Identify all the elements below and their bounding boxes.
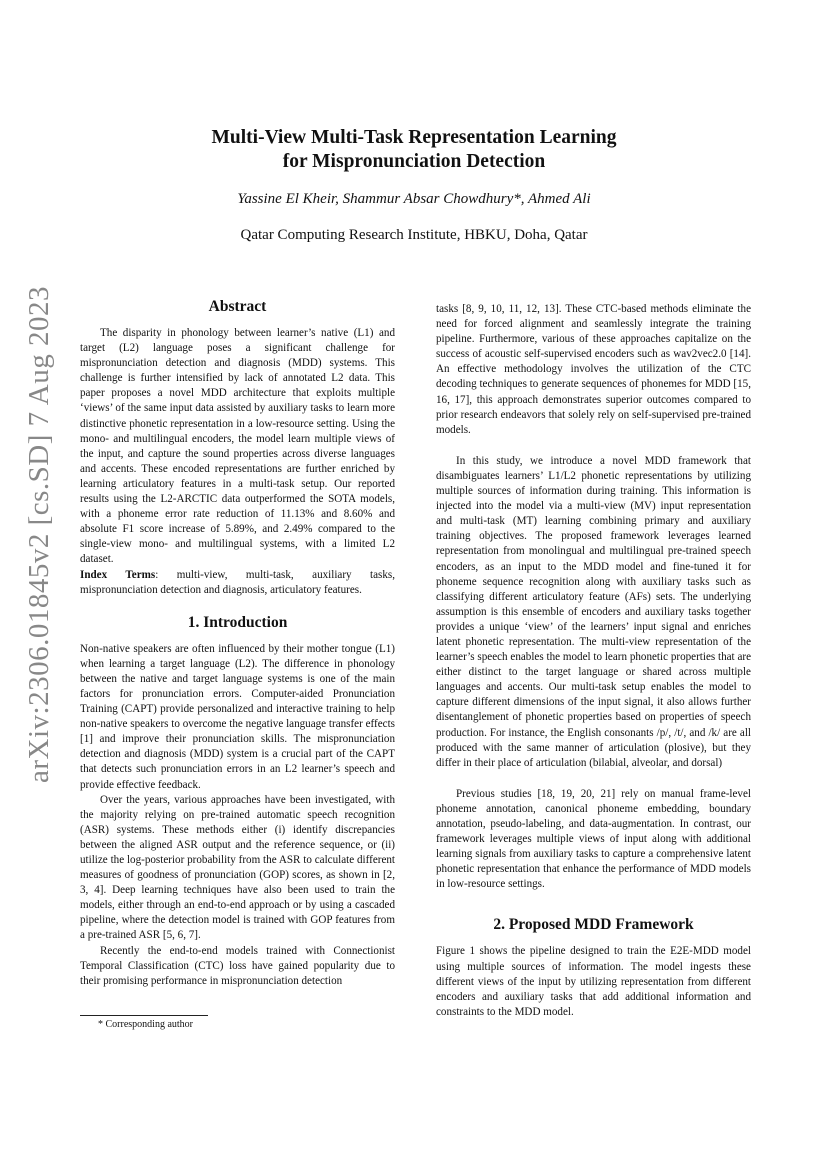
left-column	[80, 298, 395, 989]
right-column	[436, 302, 751, 1020]
framework-heading: 2. Proposed MDD Framework	[493, 916, 694, 934]
title-line-2: for Mispronunciation Detection	[282, 151, 546, 172]
index-terms	[80, 568, 395, 598]
intro-paragraph-4: In this study, we introduce a novel MDD framework that disambiguates learners’ L1/L2 phonetic representations by utilizing multiple sources of information during training. This information is injected into the model via a multi-view (MV) input representation and multi-task (MT) learning combining primary and auxiliary training objectives. The proposed framework leverages learned representation from monolingual and multilingual pre-trained speech encoders, as an input to the MDD model and fine-tuned it for phoneme sequence recognition along with auxiliary tasks such as classifying different articulatory feature (AFs) sets. The underlying assumption is this ensemble of encoders and auxiliary tasks together provides a unique ‘view’ of the learners’ input signal and enriches latent phonetic representation. The multi-view representation of the learner’s speech enables the model to learn phonetic properties that are either distinct to the target language or shared across multiple languages and accents. Our multi-task setup enables the model to capture different dimensions of the input signal, it also allows further disentanglement of phonetic properties based on properties of speech production. For instance, the English consonants /p/, /t/, and /k/ are all produced with the same manner of articulation (plosive), but they differ in their place of articulation (bilabial, alveolar, and dorsal)	[436, 454, 751, 769]
author-list: Yassine El Kheir, Shammur Absar Chowdhury*, Ahmed Ali	[237, 191, 591, 207]
index-terms-text: : multi-view, multi-task, auxiliary tasks, mispronunciation detection and diagnosis, articulatory features.	[80, 568, 395, 596]
footnote-corresponding-author: * Corresponding author	[98, 1019, 193, 1030]
affiliation: Qatar Computing Research Institute, HBKU, Doha, Qatar	[240, 227, 588, 243]
intro-paragraph-2: Over the years, various approaches have been investigated, with the majority relying on pre-trained automatic speech recognition (ASR) systems. These methods either (i) identify discrepancies between the aligned ASR output and the reference sequence, or (ii) utilize the log-posterior probability from the ASR to calculate different measures of goodness of pronunciation (GOP) scores, as shown in [2, 3, 4]. Deep learning techniques have also been used to train the models, either through an end-to-end approach or by using a cascaded pipeline, where the detection model is trained with GOP features from a pre-trained ASR [5, 6, 7].	[80, 793, 395, 942]
intro-paragraph-3-continued: tasks [8, 9, 10, 11, 12, 13]. These CTC-based methods eliminate the need for forced alignment and seamlessly integrate the training pipeline. Furthermore, various of these approaches capitalize on the success of acoustic self-supervised encoders such as wav2vec2.0 [14]. An effective methodology involves the utilization of the CTC decoding techniques to generate sequences of phonemes for MDD [15, 16, 17], this approach demonstrates superior outcomes compared to prior research endeavors that solely rely on self-supervised pre-trained models.	[436, 303, 751, 436]
footnote-divider	[80, 1015, 208, 1016]
arxiv-identifier-text: arXiv:2306.01845v2 [cs.SD] 7 Aug 2023	[22, 285, 55, 783]
title-line-1: Multi-View Multi-Task Representation Learning	[211, 127, 617, 148]
intro-paragraph-5: Previous studies [18, 19, 20, 21] rely on manual frame-level phoneme annotation, canonical phoneme embedding, boundary annotation, pseudo-labeling, and data-augmentation. In contrast, our framework leverages multiple views of input along with additional learning signals from auxiliary tasks to capture a comprehensive latent phonetic representation that enhance the performance of MDD models in low-resource settings.	[436, 787, 751, 891]
abstract-text: The disparity in phonology between learner’s native (L1) and target (L2) language poses a significant challenge for mispronunciation detection and diagnosis (MDD) systems. This challenge is further intensified by lack of annotated L2 data. This paper proposes a novel MDD architecture that exploits multiple ‘views’ of the same input data assisted by auxiliary tasks to learn more distinctive phonetic representation in a low-resource setting. Using the mono- and multilingual encoders, the model learn multiple views of the input, and capture the sound properties across diverse languages and accents. These encoded representations are further enriched by learning articulatory features in a multi-task setup. Our reported results using the L2-ARCTIC data outperformed the SOTA models, with a phoneme error rate reduction of 11.13% and 8.60% and absolute F1 score increase of 5.89%, and 2.49% compared to the single-view mono- and multilingual systems, with a limited L2 dataset.	[80, 327, 395, 566]
introduction-heading: 1. Introduction	[187, 613, 288, 631]
intro-paragraph-3: Recently the end-to-end models trained with Connectionist Temporal Classification (CTC) loss have gained popularity due to their promising performance in mispronunciation detection	[80, 944, 395, 987]
intro-paragraph-1: Non-native speakers are often influenced by their mother tongue (L1) when learning a target language (L2). The difference in phonology between the native and target language systems is one of the main factors for pronunciation errors. Computer-aided Pronunciation Training (CAPT) provide personalized and interactive training to help non-native speakers to overcome the negative language transfer effects [1] and improve their pronunciation skills. The mispronunciation detection and diagnosis (MDD) system is a crucial part of the CAPT that detects such pronunciation errors in an L2 learner’s speech and provide effective feedback.	[80, 642, 395, 791]
abstract-heading: Abstract	[208, 298, 267, 315]
paper-title	[0, 126, 828, 174]
arxiv-identifier-stamp	[19, 285, 59, 783]
framework-paragraph-1: Figure 1 shows the pipeline designed to train the E2E-MDD model using multiple sources of information. The model ingests these different views of the input by utilizing representation from different encoders and auxiliary tasks that add additional information and constraints to the MDD model.	[436, 945, 751, 1018]
index-terms-label: Index Terms	[80, 568, 156, 581]
